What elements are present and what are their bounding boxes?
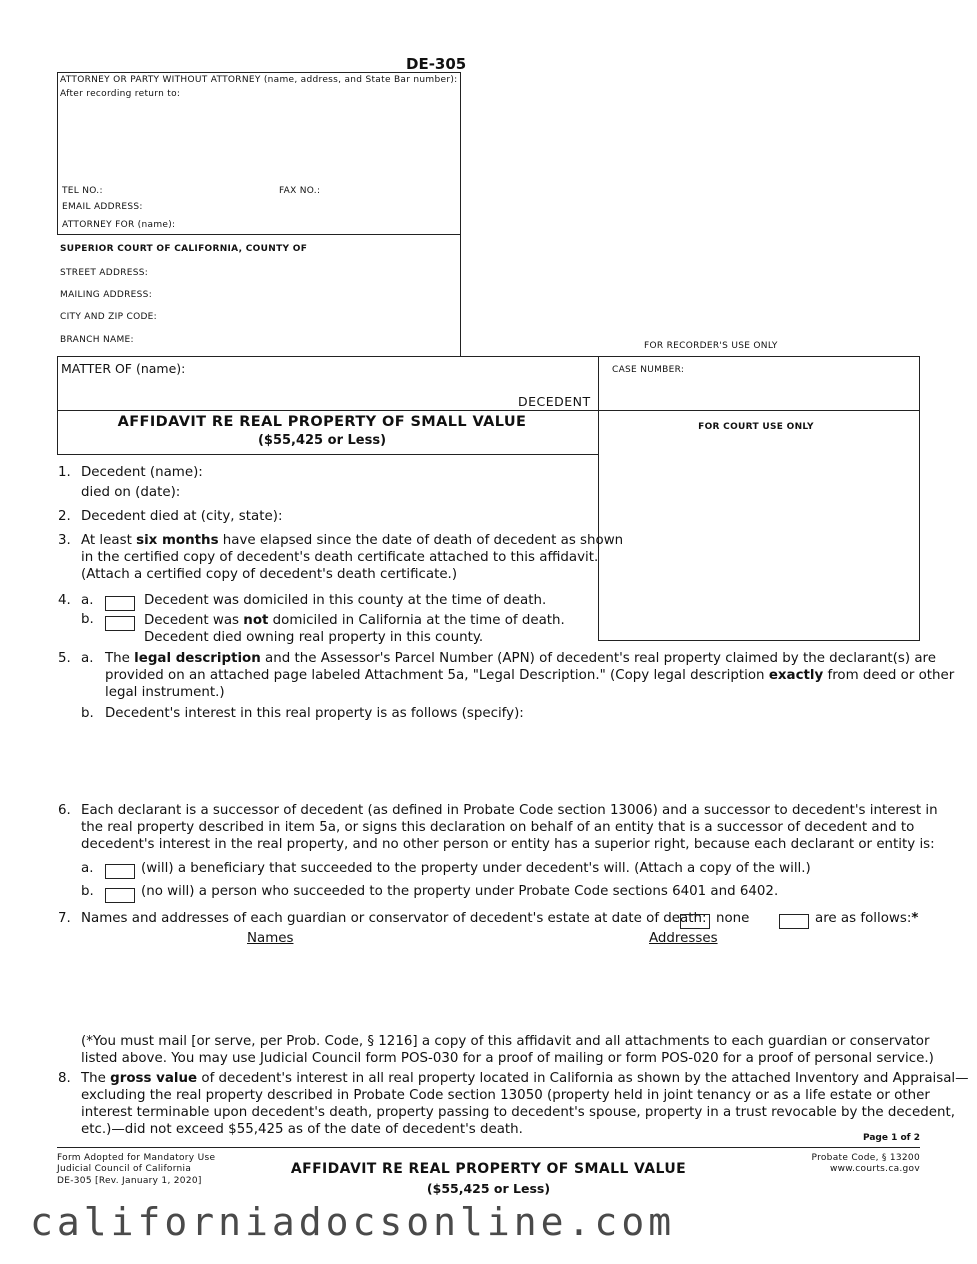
item4b-line2: Decedent died owning real property in this county. <box>144 630 484 645</box>
item4a-checkbox[interactable] <box>105 594 135 613</box>
item1-died-on: died on (date): <box>81 485 181 500</box>
form-subtitle: ($55,425 or Less) <box>257 433 387 448</box>
tel-label: TEL NO.: <box>62 186 103 196</box>
item6b-checkbox[interactable] <box>105 886 135 905</box>
watermark-text: californiadocsonline.com <box>30 1200 676 1244</box>
item7-names-header: Names <box>247 931 294 946</box>
item3-line3: (Attach a certified copy of decedent's death certificate.) <box>81 567 458 582</box>
mailing-label: MAILING ADDRESS: <box>60 290 153 300</box>
item6b-text: (no will) a person who succeeded to the property under Probate Code sections 6401 and 6402. <box>141 884 779 899</box>
fax-label: FAX NO.: <box>279 186 321 196</box>
item6a-checkbox[interactable] <box>105 862 135 881</box>
footer-code: Probate Code, § 13200 <box>811 1153 920 1163</box>
item7-follows-label: are as follows:* <box>815 911 919 926</box>
item7-note-line2: listed above. You may use Judicial Council form POS-030 for a proof of mailing or form POS-020 for a proof of personal service.) <box>81 1051 934 1066</box>
case-number-label: CASE NUMBER: <box>612 365 685 375</box>
decedent-label: DECEDENT <box>518 394 591 409</box>
item5a-letter: a. <box>81 651 94 666</box>
item4b-letter: b. <box>81 612 94 627</box>
footer-adopted: Form Adopted for Mandatory Use <box>57 1153 216 1163</box>
item4b-checkbox[interactable] <box>105 614 135 633</box>
footer-rev: DE-305 [Rev. January 1, 2020] <box>57 1176 202 1186</box>
item5a-line2: provided on an attached page labeled Attachment 5a, "Legal Description." (Copy legal description exactly from deed or other <box>105 668 955 683</box>
item7-none-label: none <box>716 911 750 926</box>
attorney-for-label: ATTORNEY FOR (name): <box>62 220 176 230</box>
item7-addresses-header: Addresses <box>649 931 718 946</box>
item8-number: 8. <box>58 1071 71 1086</box>
item6-number: 6. <box>58 803 71 818</box>
item6a-text: (will) a beneficiary that succeeded to the property under decedent's will. (Attach a copy of the will.) <box>141 861 811 876</box>
item4b-line1: Decedent was not domiciled in California at the time of death. <box>144 613 565 628</box>
item8-line2: excluding the real property described in Probate Code section 13050 (property held in joint tenancy or as a life estate or other <box>81 1088 930 1103</box>
attorney-label: ATTORNEY OR PARTY WITHOUT ATTORNEY (name, address, and State Bar number): <box>60 75 458 85</box>
item7-number: 7. <box>58 911 71 926</box>
court-use-label: FOR COURT USE ONLY <box>698 422 814 432</box>
item7-follows-checkbox[interactable] <box>779 912 809 931</box>
footer-site[interactable]: www.courts.ca.gov <box>829 1164 920 1174</box>
item5-number: 5. <box>58 651 71 666</box>
item3-line2: in the certified copy of decedent's death certificate attached to this affidavit. <box>81 550 599 565</box>
item4a-text: Decedent was domiciled in this county at the time of death. <box>144 593 547 608</box>
item2-number: 2. <box>58 509 71 524</box>
court-use-box <box>598 410 920 641</box>
item6b-letter: b. <box>81 884 94 899</box>
item1-decedent-name: Decedent (name): <box>81 465 203 480</box>
email-label: EMAIL ADDRESS: <box>62 202 143 212</box>
item6-line1: Each declarant is a successor of decedent (as defined in Probate Code section 13006) and a successor to decedent's interest in <box>81 803 938 818</box>
item1-number: 1. <box>58 465 71 480</box>
item6-line2: the real property described in item 5a, or signs this declaration on behalf of an entity that is a successor of decedent and to <box>81 820 915 835</box>
item3-number: 3. <box>58 533 71 548</box>
footer-subtitle: ($55,425 or Less) <box>426 1181 551 1196</box>
street-label: STREET ADDRESS: <box>60 268 149 278</box>
footer-title: AFFIDAVIT RE REAL PROPERTY OF SMALL VALUE <box>290 1161 687 1177</box>
court-title: SUPERIOR COURT OF CALIFORNIA, COUNTY OF <box>60 244 308 254</box>
item8-line1: The gross value of decedent's interest in all real property located in California as shown by the attached Inventory and Appraisal— <box>81 1071 969 1086</box>
after-recording-label: After recording return to: <box>60 89 181 99</box>
item7-note-line1: (*You must mail [or serve, per Prob. Code, § 1216] a copy of this affidavit and all attachments to each guardian or conservator <box>81 1034 930 1049</box>
page-number: Page 1 of 2 <box>863 1133 920 1143</box>
item6-line3: decedent's interest in the real property, and no other person or entity has a superior right, because each declarant or entity is: <box>81 837 935 852</box>
item3-line1: At least six months have elapsed since the date of death of decedent as shown <box>81 533 624 548</box>
footer-rule <box>57 1147 920 1148</box>
item8-line3: interest terminable upon decedent's death, property passing to decedent's spouse, property in a trust revocable by the decedent, <box>81 1105 955 1120</box>
city-label: CITY AND ZIP CODE: <box>60 312 157 322</box>
item4a-letter: a. <box>81 593 94 608</box>
form-title: AFFIDAVIT RE REAL PROPERTY OF SMALL VALUE <box>117 414 527 430</box>
branch-label: BRANCH NAME: <box>60 335 134 345</box>
footer-council: Judicial Council of California <box>57 1164 192 1174</box>
item5a-line3: legal instrument.) <box>105 685 225 700</box>
form-code: DE-305 <box>406 55 467 73</box>
matter-label: MATTER OF (name): <box>61 361 186 376</box>
item7-none-checkbox[interactable] <box>680 912 710 931</box>
item6a-letter: a. <box>81 861 94 876</box>
item5a-line1: The legal description and the Assessor's Parcel Number (APN) of decedent's real property claimed by the declarant(s) are <box>105 651 936 666</box>
item5b-letter: b. <box>81 706 94 721</box>
recorder-label: FOR RECORDER'S USE ONLY <box>644 341 778 351</box>
item8-line4: etc.)—did not exceed $55,425 as of the date of decedent's death. <box>81 1122 523 1137</box>
item7-text: Names and addresses of each guardian or conservator of decedent's estate at date of death: <box>81 911 707 926</box>
item2-text: Decedent died at (city, state): <box>81 509 283 524</box>
item4-number: 4. <box>58 593 71 608</box>
item5b-text: Decedent's interest in this real property is as follows (specify): <box>105 706 524 721</box>
